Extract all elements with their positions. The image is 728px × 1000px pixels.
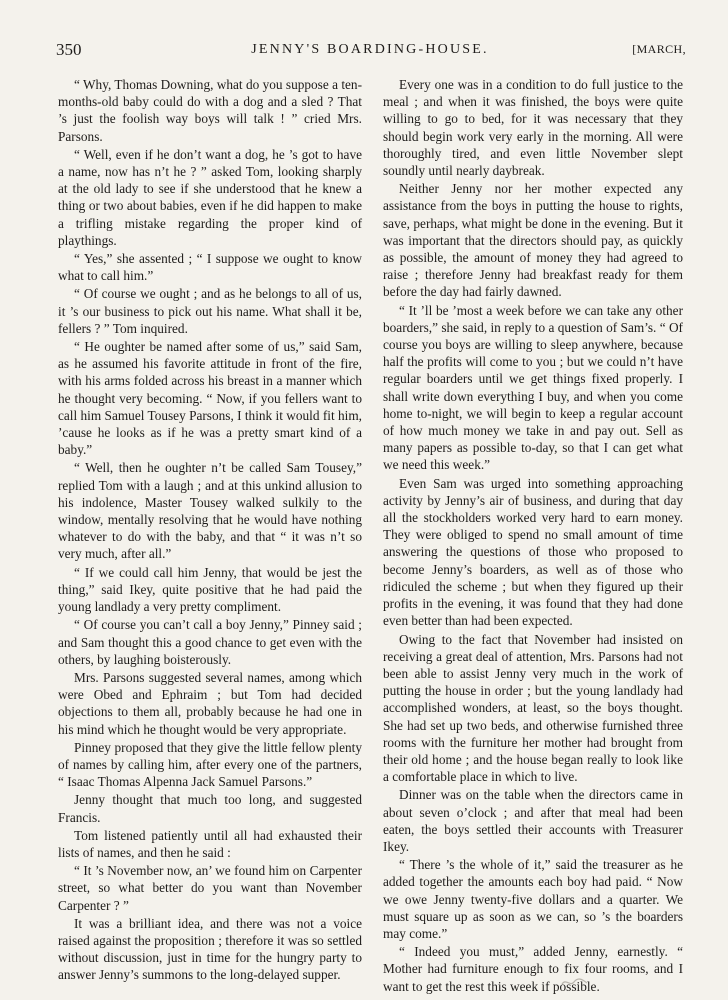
running-title: JENNY'S BOARDING-HOUSE.	[251, 42, 489, 57]
paragraph: “ Of course you can’t call a boy Jenny,” Pinney said ; and Sam thought this a good chance to get even with the others, by laughing boisterously.	[58, 617, 362, 667]
paragraph: “ If we could call him Jenny, that would be jest the thing,” said Ikey, quite positive that he had paid the young landlady a very pretty compliment.	[58, 564, 362, 615]
left-column	[58, 76, 362, 985]
paragraph: “ There ’s the whole of it,” said the treasurer as he added together the amounts each boy had paid. “ Now we owe Jenny twenty-five dollars and a quarter. We must square up as soon as we can, so ’s the boarders may come.”	[383, 857, 683, 941]
paragraph: Pinney proposed that they give the little fellow plenty of names by calling him, after every one of the partners, “ Isaac Thomas Alpenna Jack Samuel Parsons.”	[58, 739, 362, 790]
page-number: 350	[56, 40, 82, 59]
paragraph: Dinner was on the table when the directors came in about seven o’clock ; and after that meal had been eaten, the boys settled their accounts with Treasurer Ikey.	[383, 787, 683, 854]
paragraph: It was a brilliant idea, and there was not a voice raised against the proposition ; therefore it was so settled without discussion, just in time for the hungry party to answer Jenny’s summons to the long-delayed supper.	[58, 915, 362, 983]
paragraph: “ It ’s November now, an’ we found him on Carpenter street, so what better do you want than November Carpenter ? ”	[58, 863, 362, 913]
paragraph: “ Yes,” she assented ; “ I suppose we ought to know what to call him.”	[58, 251, 362, 284]
page-header	[56, 40, 684, 64]
paragraph: “ It ’ll be ’most a week before we can take any other boarders,” she said, in reply to a question of Sam’s. “ Of course you boys are willing to sleep anywhere, because half the profits will come to you ; but we could n’t have regular boarders until we get things fixed properly. I shall write down everything I buy, and when you come home to-night, we will begin to keep a regular account of how much money we take in and pay out. Sell as many papers as possible to-day, so that I can get what we need this week.”	[383, 302, 683, 473]
paragraph: Mrs. Parsons suggested several names, among which were Obed and Ephraim ; but Tom had decided objections to them all, probably because he had one in his mind which he thought would be very appropriate.	[58, 669, 362, 737]
paragraph: Even Sam was urged into something approaching activity by Jenny’s air of business, and during that day all the stockholders worked very hard to earn money. They were obliged to spend no small amount of time answering the questions of those who proposed to become Jenny’s boarders, as well as of those who ridiculed the scheme ; but when they figured up their profits in the evening, it was found that they had done even better than had been expected.	[383, 475, 683, 629]
paragraph: “ Well, even if he don’t want a dog, he ’s got to have a name, now has n’t he ? ” asked Tom, looking sharply at the old lady to see if she understood that he knew a thing or two about babies, even if he did happen to make a trifling mistake regarding the proper kind of playthings.	[58, 146, 362, 248]
ink-smudge	[560, 975, 590, 994]
paragraph: Owing to the fact that November had insisted on receiving a great deal of attention, Mrs. Parsons had not been able to assist Jenny very much in the work of putting the house in order ; but the young landlady had accomplished wonders, at least, so the boys thought. She had set up two beds, and otherwise furnished three rooms with the furniture her mother had brought from their old home ; and the house began really to look like a comfortable place in which to live.	[383, 631, 683, 785]
paragraph: “ Why, Thomas Downing, what do you suppose a ten-months-old baby could do with a dog and a sled ? That ’s just the foolish way boys will talk ! ” cried Mrs. Parsons.	[58, 77, 362, 144]
smudge-mark-icon	[560, 975, 590, 989]
paragraph: “ He oughter be named after some of us,” said Sam, as he assumed his favorite attitude in front of the fire, with his arms folded across his breast in a manner which he thought very becoming. “ Now, if you fellers want to call him Samuel Tousey Parsons, I think it would fit him, ’cause he looks as if he was a pretty smart kind of a baby.”	[58, 339, 362, 458]
paragraph: Every one was in a condition to do full justice to the meal ; and when it was finished, the boys were quite willing to go to bed, for it was necessary that they should begin work very early in the morning. All were thoroughly tired, and even little November slept soundly until nearly daybreak.	[383, 77, 683, 179]
paragraph: Neither Jenny nor her mother expected any assistance from the boys in putting the house to rights, save, perhaps, what might be done in the evening. But it was important that the directors should pay, as quickly as possible, the amount of money they had agreed to raise ; therefore Jenny had breakfast ready for them before the day had fairly dawned.	[383, 181, 683, 300]
paragraph: “ Well, then he oughter n’t be called Sam Tousey,” replied Tom with a laugh ; and at this unkind allusion to his indolence, Master Tousey walked sulkily to the window, mentally resolving that he would have nothing whatever to do with the baby, and that “ it was n’t so very much, after all.”	[58, 460, 362, 562]
section-label: [MARCH,	[632, 42, 686, 56]
paragraph: “ Indeed you must,” added Jenny, earnestly. “ Mother had furniture enough to fix four rooms, and I want to get the rest this week if possible.	[383, 944, 683, 994]
right-column	[383, 76, 683, 996]
paragraph: Tom listened patiently until all had exhausted their lists of names, and then he said :	[58, 827, 362, 860]
paragraph: Jenny thought that much too long, and suggested Francis.	[58, 792, 362, 825]
paragraph: “ Of course we ought ; and as he belongs to all of us, it ’s our business to pick out his name. What shall it be, fellers ? ” Tom inquired.	[58, 286, 362, 336]
